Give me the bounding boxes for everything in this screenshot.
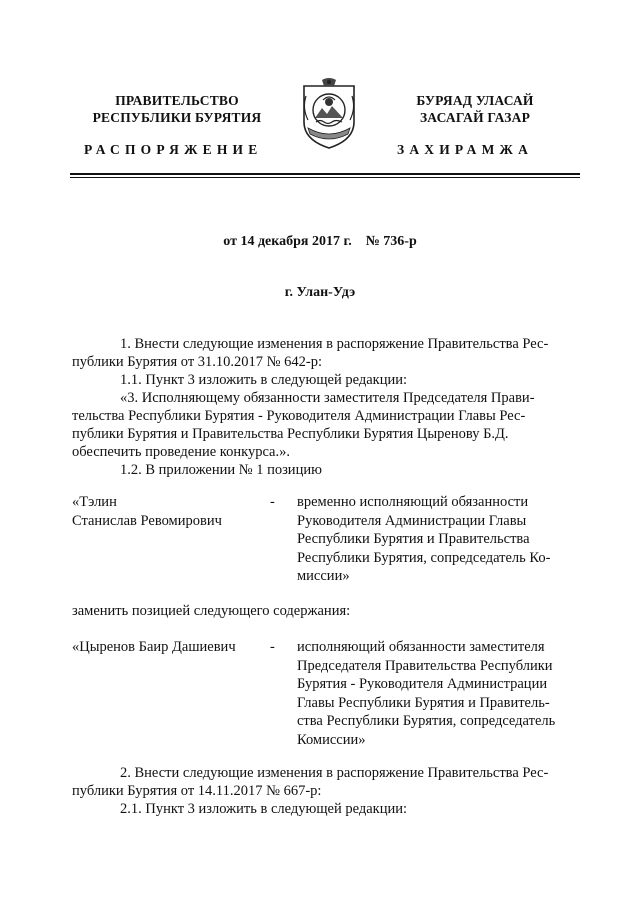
old-position-dash: - bbox=[270, 494, 275, 510]
new-desc-line-4: Главы Республики Бурятия и Правитель- bbox=[297, 694, 550, 711]
government-name-buryat bbox=[380, 92, 570, 126]
city: г. Улан-Удэ bbox=[284, 285, 356, 300]
doc-type-buryat: ЗАХИРАМЖА bbox=[397, 142, 534, 157]
government-name-line-1: ПРАВИТЕЛЬСТВО bbox=[115, 93, 239, 108]
old-desc-line-1: временно исполняющий обязанности bbox=[297, 494, 529, 510]
paragraph-1-line-1: 1. Внести следующие изменения в распоряжение Правительства Рес- bbox=[120, 336, 549, 352]
paragraph-1-line-2: публики Бурятия от 31.10.2017 № 642-р: bbox=[72, 354, 322, 370]
old-position-name bbox=[72, 493, 272, 530]
replace-with-text: заменить позицией следующего содержания: bbox=[72, 603, 351, 619]
new-desc-line-5: ства Республики Бурятия, сопредседатель bbox=[297, 713, 556, 729]
new-position-name: «Цыренов Баир Дашиевич bbox=[72, 639, 236, 655]
new-desc-line-3: Бурятия - Руководителя Администрации bbox=[297, 676, 548, 692]
quote-line-3: публики Бурятия и Правительства Республики Бурятия Цыренову Б.Д. bbox=[72, 426, 509, 442]
old-desc-line-2: Руководителя Администрации Главы bbox=[297, 512, 527, 529]
new-desc-line-2: Председателя Правительства Республики bbox=[297, 657, 553, 674]
old-position-name-line-1: «Тэлин bbox=[72, 494, 117, 510]
coat-of-arms-icon bbox=[298, 78, 360, 150]
new-desc-line-1: исполняющий обязанности заместителя bbox=[297, 639, 545, 655]
old-desc-line-5: миссии» bbox=[297, 568, 350, 584]
old-desc-line-4: Республики Бурятия, сопредседатель Ко- bbox=[297, 549, 551, 566]
paragraph-1-2: 1.2. В приложении № 1 позицию bbox=[120, 462, 322, 478]
new-position-description bbox=[297, 638, 567, 749]
date-and-number: от 14 декабря 2017 г. № 736-р bbox=[223, 234, 417, 249]
quote-line-1: «3. Исполняющему обязанности заместителя Председателя Прави- bbox=[120, 390, 535, 406]
paragraph-2-1: 2.1. Пункт 3 изложить в следующей редакции: bbox=[120, 801, 408, 817]
paragraph-1-1: 1.1. Пункт 3 изложить в следующей редакции: bbox=[120, 372, 408, 388]
government-name-buryat-line-1: БУРЯАД УЛАСАЙ bbox=[416, 93, 534, 108]
old-position-name-line-2: Станислав Ревомирович bbox=[72, 512, 222, 529]
doc-type-russian: РАСПОРЯЖЕНИЕ bbox=[84, 142, 263, 157]
new-desc-line-6: Комиссии» bbox=[297, 731, 366, 748]
quote-line-4: обеспечить проведение конкурса.». bbox=[72, 444, 290, 460]
government-name-russian bbox=[72, 92, 282, 126]
paragraph-2-line-2: публики Бурятия от 14.11.2017 № 667-р: bbox=[72, 783, 322, 799]
old-position-description bbox=[297, 493, 567, 586]
government-name-buryat-line-2: ЗАСАГАЙ ГАЗАР bbox=[419, 110, 531, 125]
paragraph-1 bbox=[72, 335, 572, 354]
paragraph-2-line-1: 2. Внести следующие изменения в распоряжение Правительства Рес- bbox=[120, 765, 549, 781]
quote-line-2: тельства Республики Бурятия - Руководителя Администрации Главы Рес- bbox=[72, 408, 526, 424]
header-divider bbox=[70, 173, 580, 175]
government-name-line-2: РЕСПУБЛИКИ БУРЯТИЯ bbox=[92, 110, 262, 125]
header-divider-thin bbox=[70, 177, 580, 178]
new-position-dash: - bbox=[270, 639, 275, 655]
old-desc-line-3: Республики Бурятия и Правительства bbox=[297, 531, 530, 547]
